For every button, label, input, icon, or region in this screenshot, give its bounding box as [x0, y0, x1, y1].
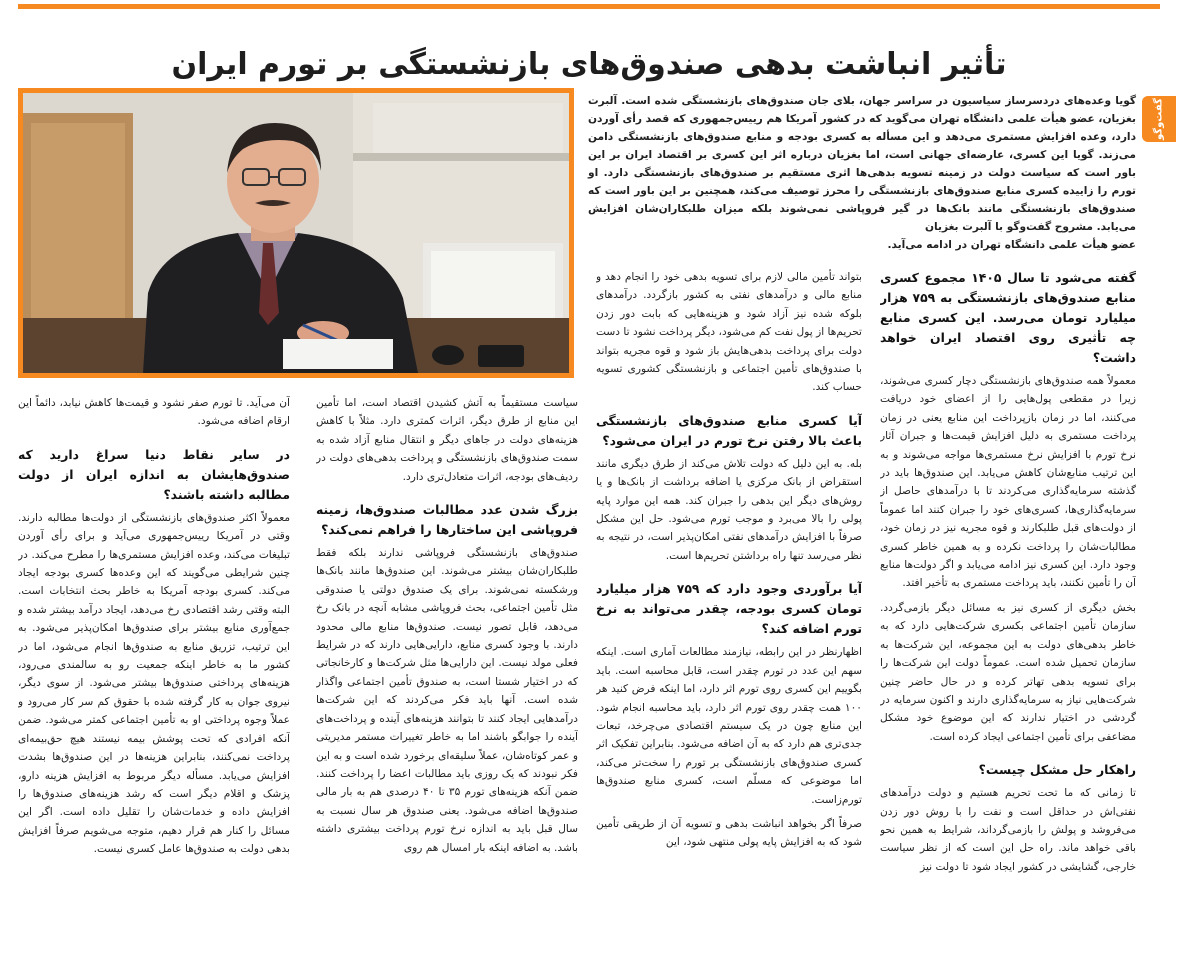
answer-paragraph: سیاست مستقیماً به آتش کشیدن اقتصاد است، اما تأمین این منابع از طرق دیگر، اثرات کمتری دارد. مثلاً با کاهش هزینه‌های دولت در جاهای دیگر و انتقال منابع آزاد شده به سمت صندوق‌های بازنشستگی و پرداخت بدهی‌های دولت در ردیف‌های بودجه، اثرات متعادل‌تری دارد. — [316, 397, 578, 483]
answer-paragraph: صرفاً اگر بخواهد انباشت بدهی و تسویه آن از طریقی تأمین شود که به افزایش پایه پولی منتهی شود، این — [596, 817, 862, 849]
answer-paragraph: معمولاً همه صندوق‌های بازنشستگی دچار کسری می‌شوند، زیرا در مقطعی پول‌هایی را از اعضای خود دریافت می‌کنند، اما در زمان بازپرداخت این منابع یعنی در زمان پرداخت مستمری به دلیل افزایش قیمت‌ها و جبران آثار نرخ تورم با افزایش نرخ مستمری‌ها مواجه می‌شوند و به این ترتیب منابع‌شان کاهش می‌یابد. این صندوق‌ها باید در گذشته سرمایه‌گذاری می‌کردند تا با درآمدهای حاصل از سرمایه‌گذاری‌ها، کسری‌های خود را جبران کنند اما عموماً از دولت‌های قبل طلبکارند و قوه مجریه نیز در زمان خود، مطالبات‌شان را پرداخت نکرده و به همین خاطر کسری وجود دارد. این کسری نیز ادامه می‌یابد و اگر دولت‌ها منابع آن را تأمین نکنند، باید پرداخت مستمری به تأخیر افتد. — [880, 375, 1136, 590]
question-heading: آیا کسری منابع صندوق‌های بازنشستگی باعث بالا رفتن نرخ تورم در ایران می‌شود؟ — [596, 412, 862, 448]
answer-paragraph: تا زمانی که ما تحت تحریم هستیم و دولت درآمدهای نفتی‌اش در حداقل است و نفت را با روش دور زدن می‌فروشد و پولش را بازمی‌گرداند، شرایط به همین نحو باقی خواهد ماند. راه حل این است که از نظر سیاست خارجی، گشایشی در کشور ایجاد شود تا دولت نیز — [880, 787, 1136, 873]
column-1 — [880, 268, 1136, 958]
column-3 — [316, 394, 578, 958]
column-2 — [596, 268, 862, 958]
answer-paragraph: بخش دیگری از کسری نیز به مسائل دیگر بازمی‌گردد. سازمان تأمین اجتماعی بکسری شرکت‌هایی دارد که به خاطر بدهی‌های دولت به این مجموعه، این شرکت‌ها به سازمان تحمیل شده است. عموماً دولت این شرکت‌ها را برای تسویه بدهی تهاتر کرده و در حال حاضر چنین شرکت‌هایی نیاز به سرمایه‌گذاری دارند و اکنون سرمایه در گردشی در اختیار ندارند که این موضوع خود مشکل مضاعفی برای تأمین اجتماعی ایجاد کرده است. — [880, 601, 1136, 743]
answer-paragraph: صندوق‌های بازنشستگی فروپاشی ندارند بلکه فقط طلبکاران‌شان بیشتر می‌شوند. این صندوق‌ها مانند بانک‌ها ورشکسته نمی‌شوند. برای یک صندوق دولتی یا صندوقی مثل تأمین اجتماعی، بحث فروپاشی مشابه آنچه در بانک رخ می‌دهد، قابل تصور نیست. صندوق‌ها منابع مالی محدود دارند. با وجود کسری منابع، دارایی‌هایی دارند که در شرایط فعلی مولد نیست. این دارایی‌ها مثل شرکت‌ها و کارخانجاتی که در اختیار شستا است، به صندوق تأمین اجتماعی واگذار شده است. آنها باید فکر می‌کردند که این شرکت‌ها درآمدهایی ایجاد کنند تا بتوانند هزینه‌های آینده و پرداخت‌های آینده را جوابگو باشند اما به خاطر تغییرات مستمر مدیریتی و عمر کوتاه‌شان، عملاً سلیقه‌ای برخورد شده است و به این فکر نبودند که یک روزی باید مطالبات اعضا را پرداخت کنند. ضمن آنکه هزینه‌های تورم ۳۵ تا ۴۰ درصدی هم به بار مالی صندوق‌ها اضافه می‌شود. یعنی صندوق هر سال نسبت به سال قبل باید به اندازه نرخ تورم پرداخت بیشتری داشته باشد. به اضافه اینکه بار امسال هم روی — [316, 547, 578, 854]
question-heading: آیا برآوردی وجود دارد که ۷۵۹ هزار میلیارد تومان کسری بودجه، چقدر می‌تواند به نرخ تورم اضافه کند؟ — [596, 581, 862, 637]
answer-paragraph: اظهارنظر در این رابطه، نیازمند مطالعات آماری است. اینکه سهم این عدد در تورم چقدر است، قابل محاسبه است. باید بگوییم این کسری روی تورم اثر دارد، اما اینکه فرض کنید هر ۱۰۰ همت چقدر روی تورم اثر دارد، باید محاسبه انجام شود. این منابع چون در یک سیستم اقتصادی می‌چرخد، تبعات جدی‌تری هم دارد که به آن اضافه می‌شود. بنابراین تفکیک اثر کسری صندوق‌های بازنشستگی بر تورم را سخت‌تر می‌کند، اما موضوعی که مسلّم است، کسری منابع صندوق‌ها تورم‌زاست. — [596, 646, 862, 806]
article-lead-end: عضو هیأت علمی دانشگاه تهران در ادامه می‌آید. — [887, 239, 1136, 251]
question-heading: در سایر نقاط دنیا سراغ دارید که صندوق‌هایشان به اندازه ایران از دولت مطالبه داشته باشند؟ — [18, 446, 290, 502]
article-lead: گویا وعده‌های دردسرساز سیاسیون در سراسر جهان، بلای جان صندوق‌های بازنشستگی شده است. آلبرت بغزیان، عضو هیأت علمی دانشگاه تهران می‌گوید که در کشور آمریکا هم رییس‌جمهوری که قصد رأی آوردن دارد، وعده افزایش مستمری می‌دهد و این مسأله به کسری بودجه و منابع صندوق‌های بازنشستگی دامن می‌زند. گویا این کسری، عارضه‌ای جهانی است، اما بغزیان درباره اثر این کسری بر اقتصاد ایران بر این باور است که سیاست دولت در زمینه تسویه بدهی‌ها اثری مستقیم بر صندوق‌های بازنشستگی دارد. او تورم را زاییده کسری منابع صندوق‌های بازنشستگی را محرز توصیف می‌کند، همچنین بر این باور است که صندوق‌های بازنشستگی مانند بانک‌ها در گیر فروپاشی نمی‌شوند بلکه میزان طلبکاران‌شان افزایش می‌یابد. مشروح گفت‌وگو با آلبرت بغزیان — [588, 95, 1136, 233]
interview-photo — [18, 88, 574, 378]
answer-paragraph: آن می‌آید. تا تورم صفر نشود و قیمت‌ها کاهش نیابد، دائماً این ارقام اضافه می‌شود. — [18, 397, 290, 428]
question-heading: راهکار حل مشکل چیست؟ — [978, 762, 1136, 778]
article-headline: تأثیر انباشت بدهی صندوق‌های بازنشستگی بر تورم ایران — [171, 46, 1007, 82]
answer-paragraph: بله. به این دلیل که دولت تلاش می‌کند از طرق دیگری مانند استقراض از بانک مرکزی یا اضافه برداشت از بانک‌ها و یا روش‌های دیگر این بدهی را جبران کند. همه این موارد پایه پولی را بالا می‌برد و موجب تورم می‌شود. حل این مشکل صرفاً با افزایش درآمدهای نفتی امکان‌پذیر است، در نتیجه به نظر می‌رسد تنها راه برداشتن تحریم‌ها است. — [596, 457, 862, 562]
answer-paragraph: معمولاً اکثر صندوق‌های بازنشستگی از دولت‌ها مطالبه دارند. وقتی در آمریکا رییس‌جمهوری می‌آید و برای رأی آوردن تبلیغات می‌کند، وعده افزایش مستمری‌ها را مطرح می‌کند. در چنین شرایطی می‌گویند که این وعده‌ها کسری بودجه ایجاد می‌کند. کسری بودجه آمریکا به خاطر بحث انتخابات است. البته وقتی رشد اقتصادی رخ می‌دهد، ایجاد درآمد بیشتر شده و جمع‌آوری منابع بیشتر برای صندوق‌ها امکان‌پذیر می‌شود. به این ترتیب، تزریق منابع به صندوق‌ها انجام می‌شود، اما در کشور ما به خاطر اینکه جمعیت رو به سالمندی می‌رود، هزینه‌های پرداختی صندوق‌ها بیشتر می‌شود. از سوی دیگر، نیروی جوان به کار گرفته شده با حقوق کم سر کار می‌رود و عملاً وجوه پرداختی او به تأمین اجتماعی کمتر می‌شود. ضمن آنکه افرادی که تحت پوشش بیمه نیستند هیچ حق‌بیمه‌ای پرداخت نمی‌کنند، بنابراین هزینه‌ها در این صندوق‌ها بشدت افزایش می‌یابد. مسأله دیگر مربوط به افزایش هزینه دارو، پزشک و اقلام دیگر است که رشد هزینه‌های صندوق‌ها را افزایش داده و خدمات‌شان را تقلیل داده است. اگر این مسائل را کنار هم قرار دهیم، متوجه می‌شویم صرفاً افزایش بدهی دولت به صندوق‌ها عامل کسری نیست. — [18, 511, 290, 856]
column-4 — [18, 394, 290, 958]
question-heading: گفته می‌شود تا سال ۱۴۰۵ مجموع کسری منابع صندوق‌های بازنشستگی به ۷۵۹ هزار میلیارد تومان می‌رسد. این کسری منابع چه تأثیری روی اقتصاد ایران خواهد داشت؟ — [880, 270, 1136, 365]
answer-paragraph: بتواند تأمین مالی لازم برای تسویه بدهی خود را انجام دهد و منابع مالی و درآمدهای نفتی به کشور بازگردد. درآمدهای بلوکه شده نیز آزاد شود و هزینه‌هایی که بابت دور زدن تحریم‌ها از پول نفت کم می‌شود، دیگر پرداخت نشود تا دست دولت برای پرداخت بدهی‌هایش باز شود و قوه مجریه بتواند با صندوق‌های تأمین اجتماعی و بازنشستگی کشوری تسویه حساب کند. — [596, 271, 862, 394]
section-badge: گفت‌وگو — [1142, 96, 1176, 142]
question-heading: بزرگ شدن عدد مطالبات صندوق‌ها، زمینه فروپاشی این ساختارها را فراهم نمی‌کند؟ — [316, 502, 578, 538]
top-accent-bar — [18, 4, 1160, 9]
